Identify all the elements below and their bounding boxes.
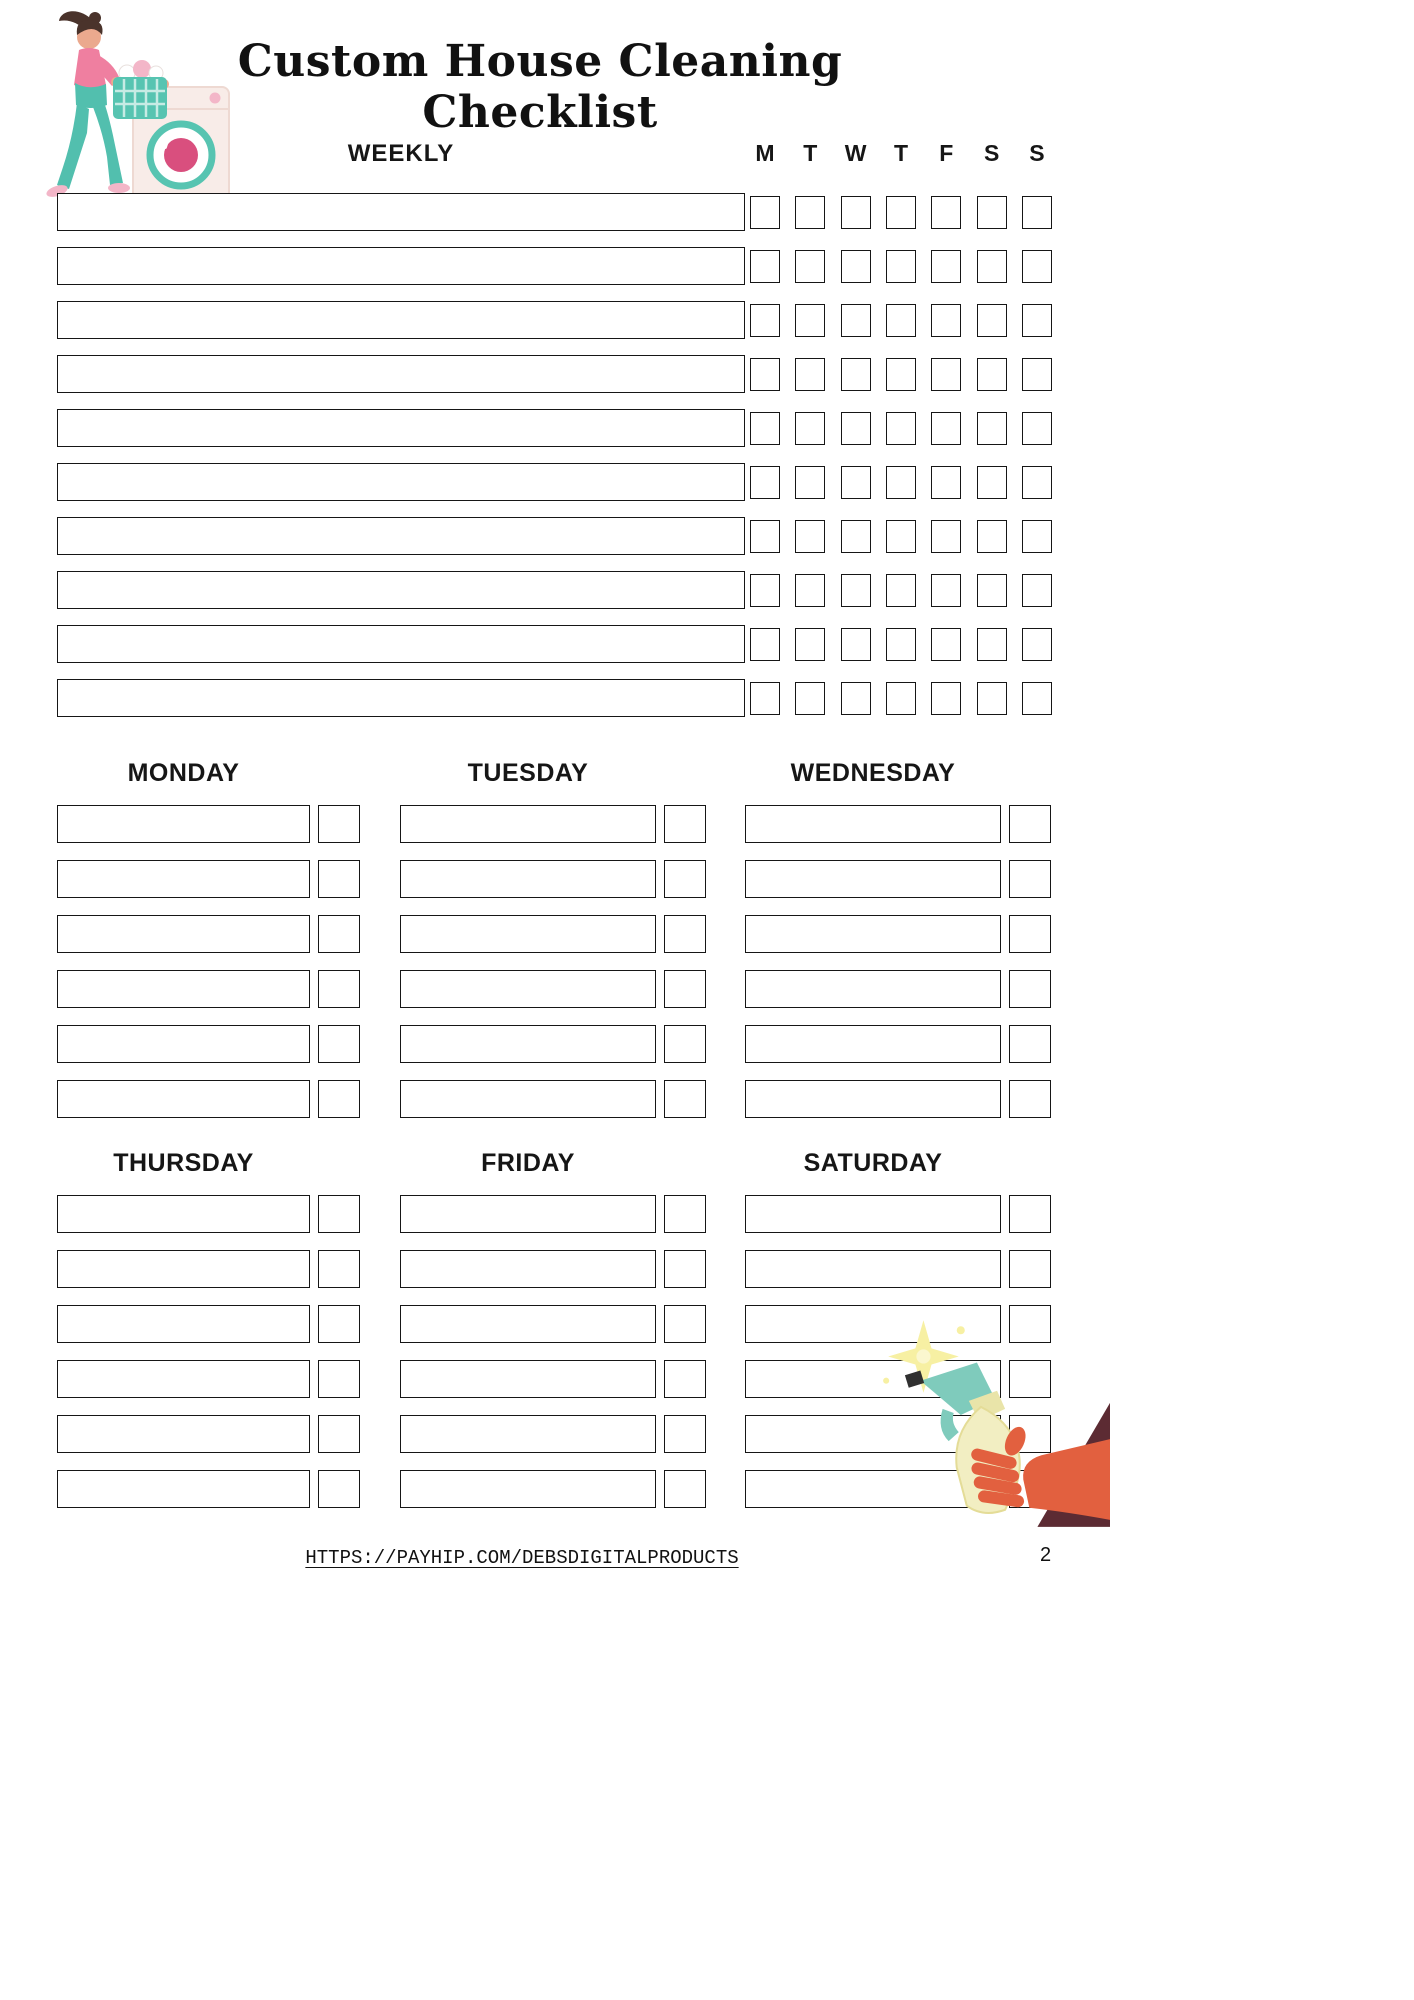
checkbox-wednesday[interactable] <box>841 412 871 445</box>
checkbox-wednesday[interactable] <box>841 196 871 229</box>
weekly-task-row <box>57 409 1052 447</box>
weekday-checkbox-group <box>750 574 1052 607</box>
task-input-line[interactable] <box>400 1195 656 1233</box>
task-input-line[interactable] <box>57 1250 310 1288</box>
page-title: Custom House Cleaning Checklist <box>237 36 843 138</box>
checkbox-thursday[interactable] <box>886 628 916 661</box>
task-input-line[interactable] <box>57 1415 310 1453</box>
checkbox-wednesday[interactable] <box>841 250 871 283</box>
checkbox-thursday[interactable] <box>886 682 916 715</box>
weekly-task-row <box>57 355 1052 393</box>
weekday-checkbox-group <box>750 304 1052 337</box>
day-task-row <box>57 1195 360 1233</box>
day-task-row <box>400 1080 706 1118</box>
weekday-letter: T <box>893 140 909 166</box>
task-input-line[interactable] <box>57 1360 310 1398</box>
day-task-list <box>57 805 360 1118</box>
day-section-friday <box>400 1145 706 1525</box>
day-task-row <box>57 860 360 898</box>
day-task-row <box>57 915 360 953</box>
task-input-line[interactable] <box>57 571 745 609</box>
checkbox-tuesday[interactable] <box>795 250 825 283</box>
day-task-row <box>57 805 360 843</box>
day-section-thursday <box>57 1145 360 1525</box>
day-task-row <box>745 915 1051 953</box>
checkbox-saturday[interactable] <box>977 304 1007 337</box>
checkbox-saturday[interactable] <box>977 520 1007 553</box>
task-checkbox[interactable] <box>1009 970 1051 1008</box>
checkbox-thursday[interactable] <box>886 196 916 229</box>
task-checkbox[interactable] <box>664 1470 706 1508</box>
checkbox-sunday[interactable] <box>1022 466 1052 499</box>
checkbox-friday[interactable] <box>931 520 961 553</box>
task-input-line[interactable] <box>400 1305 656 1343</box>
checkbox-sunday[interactable] <box>1022 304 1052 337</box>
task-checkbox[interactable] <box>318 970 360 1008</box>
weekly-task-list <box>57 193 1052 733</box>
checkbox-friday[interactable] <box>931 250 961 283</box>
task-input-line[interactable] <box>57 860 310 898</box>
task-checkbox[interactable] <box>664 1080 706 1118</box>
footer-link[interactable]: HTTPS://PAYHIP.COM/DEBSDIGITALPRODUCTS <box>305 1547 739 1569</box>
day-task-row <box>57 1470 360 1508</box>
day-task-row <box>400 1025 706 1063</box>
task-input-line[interactable] <box>745 1080 1001 1118</box>
task-checkbox[interactable] <box>664 860 706 898</box>
task-checkbox[interactable] <box>1009 1250 1051 1288</box>
checkbox-thursday[interactable] <box>886 358 916 391</box>
task-input-line[interactable] <box>57 1025 310 1063</box>
checkbox-friday[interactable] <box>931 196 961 229</box>
day-heading: MONDAY <box>127 759 240 787</box>
checkbox-saturday[interactable] <box>977 574 1007 607</box>
task-checkbox[interactable] <box>318 1250 360 1288</box>
task-checkbox[interactable] <box>664 1025 706 1063</box>
task-input-line[interactable] <box>57 193 745 231</box>
weekday-letter: W <box>844 140 867 166</box>
task-input-line[interactable] <box>400 970 656 1008</box>
task-checkbox[interactable] <box>318 915 360 953</box>
task-checkbox[interactable] <box>1009 1080 1051 1118</box>
day-task-row <box>57 1250 360 1288</box>
day-task-row <box>400 1360 706 1398</box>
checkbox-sunday[interactable] <box>1022 574 1052 607</box>
checkbox-friday[interactable] <box>931 466 961 499</box>
checkbox-monday[interactable] <box>750 196 780 229</box>
day-task-row <box>745 1195 1051 1233</box>
task-checkbox[interactable] <box>318 1305 360 1343</box>
task-checkbox[interactable] <box>664 1415 706 1453</box>
task-checkbox[interactable] <box>318 1025 360 1063</box>
task-input-line[interactable] <box>400 1250 656 1288</box>
day-task-row <box>400 805 706 843</box>
checkbox-sunday[interactable] <box>1022 520 1052 553</box>
task-checkbox[interactable] <box>664 1195 706 1233</box>
checkbox-wednesday[interactable] <box>841 520 871 553</box>
page-number: 2 <box>1040 1544 1052 1566</box>
task-checkbox[interactable] <box>664 970 706 1008</box>
task-checkbox[interactable] <box>318 1080 360 1118</box>
task-input-line[interactable] <box>745 805 1001 843</box>
task-input-line[interactable] <box>57 1305 310 1343</box>
weekly-task-row <box>57 625 1052 663</box>
checkbox-saturday[interactable] <box>977 196 1007 229</box>
task-input-line[interactable] <box>400 805 656 843</box>
task-checkbox[interactable] <box>1009 1025 1051 1063</box>
checkbox-sunday[interactable] <box>1022 196 1052 229</box>
weekly-task-row <box>57 301 1052 339</box>
task-input-line[interactable] <box>57 301 745 339</box>
task-checkbox[interactable] <box>318 1470 360 1508</box>
task-input-line[interactable] <box>745 1025 1001 1063</box>
checkbox-friday[interactable] <box>931 412 961 445</box>
task-input-line[interactable] <box>400 1415 656 1453</box>
checkbox-saturday[interactable] <box>977 358 1007 391</box>
task-checkbox[interactable] <box>664 1305 706 1343</box>
day-heading: FRIDAY <box>481 1149 575 1177</box>
checkbox-monday[interactable] <box>750 682 780 715</box>
weekly-task-row <box>57 463 1052 501</box>
day-task-row <box>57 1305 360 1343</box>
task-input-line[interactable] <box>57 409 745 447</box>
weekday-checkbox-group <box>750 358 1052 391</box>
task-checkbox[interactable] <box>664 1360 706 1398</box>
day-task-list <box>745 805 1051 1118</box>
checkbox-tuesday[interactable] <box>795 358 825 391</box>
day-heading: WEDNESDAY <box>790 759 956 787</box>
day-task-row <box>745 805 1051 843</box>
weekday-checkbox-group <box>750 466 1052 499</box>
task-checkbox[interactable] <box>318 1195 360 1233</box>
task-input-line[interactable] <box>745 1250 1001 1288</box>
day-task-row <box>745 1025 1051 1063</box>
checkbox-monday[interactable] <box>750 358 780 391</box>
checkbox-wednesday[interactable] <box>841 628 871 661</box>
task-checkbox[interactable] <box>1009 805 1051 843</box>
task-input-line[interactable] <box>57 625 745 663</box>
checkbox-wednesday[interactable] <box>841 574 871 607</box>
task-checkbox[interactable] <box>318 860 360 898</box>
checkbox-saturday[interactable] <box>977 628 1007 661</box>
day-task-row <box>400 915 706 953</box>
day-heading: SATURDAY <box>803 1149 943 1177</box>
checkbox-friday[interactable] <box>931 628 961 661</box>
task-input-line[interactable] <box>745 1195 1001 1233</box>
day-task-row <box>57 1415 360 1453</box>
checkbox-tuesday[interactable] <box>795 682 825 715</box>
checkbox-saturday[interactable] <box>977 466 1007 499</box>
checkbox-tuesday[interactable] <box>795 520 825 553</box>
weekday-letter: S <box>1029 140 1045 166</box>
checkbox-thursday[interactable] <box>886 250 916 283</box>
task-input-line[interactable] <box>57 915 310 953</box>
day-task-row <box>57 1025 360 1063</box>
weekly-header <box>57 140 1052 168</box>
checkbox-tuesday[interactable] <box>795 304 825 337</box>
checkbox-monday[interactable] <box>750 304 780 337</box>
task-input-line[interactable] <box>57 805 310 843</box>
checkbox-tuesday[interactable] <box>795 628 825 661</box>
task-checkbox[interactable] <box>318 805 360 843</box>
day-task-row <box>400 1470 706 1508</box>
day-heading: TUESDAY <box>467 759 589 787</box>
task-input-line[interactable] <box>400 915 656 953</box>
weekday-checkbox-group <box>750 250 1052 283</box>
task-checkbox[interactable] <box>318 1360 360 1398</box>
checkbox-wednesday[interactable] <box>841 358 871 391</box>
weekday-checkbox-group <box>750 520 1052 553</box>
weekday-letter: T <box>803 140 818 166</box>
checkbox-monday[interactable] <box>750 574 780 607</box>
weekly-task-row <box>57 247 1052 285</box>
task-input-line[interactable] <box>57 355 745 393</box>
checkbox-tuesday[interactable] <box>795 574 825 607</box>
weekday-letter: S <box>983 140 1000 166</box>
checkbox-sunday[interactable] <box>1022 628 1052 661</box>
day-task-row <box>745 1250 1051 1288</box>
task-input-line[interactable] <box>57 679 745 717</box>
task-checkbox[interactable] <box>1009 1195 1051 1233</box>
task-checkbox[interactable] <box>1009 915 1051 953</box>
task-input-line[interactable] <box>57 517 745 555</box>
checkbox-saturday[interactable] <box>977 682 1007 715</box>
task-input-line[interactable] <box>57 1195 310 1233</box>
weekly-task-row <box>57 571 1052 609</box>
checkbox-sunday[interactable] <box>1022 250 1052 283</box>
task-checkbox[interactable] <box>664 1250 706 1288</box>
task-input-line[interactable] <box>57 1470 310 1508</box>
task-input-line[interactable] <box>57 970 310 1008</box>
task-checkbox[interactable] <box>318 1415 360 1453</box>
task-input-line[interactable] <box>400 1025 656 1063</box>
day-task-row <box>57 1080 360 1118</box>
checkbox-thursday[interactable] <box>886 574 916 607</box>
task-checkbox[interactable] <box>1009 860 1051 898</box>
day-task-row <box>400 1250 706 1288</box>
day-task-row <box>745 1080 1051 1118</box>
checkbox-friday[interactable] <box>931 574 961 607</box>
weekly-task-row <box>57 517 1052 555</box>
checkbox-wednesday[interactable] <box>841 682 871 715</box>
day-task-row <box>745 970 1051 1008</box>
task-input-line[interactable] <box>400 1360 656 1398</box>
day-section-tuesday <box>400 755 706 1135</box>
weekday-checkbox-group <box>750 682 1052 715</box>
weekday-letter: F <box>939 140 954 166</box>
task-input-line[interactable] <box>57 463 745 501</box>
checkbox-tuesday[interactable] <box>795 466 825 499</box>
weekday-checkbox-group <box>750 196 1052 229</box>
weekly-task-row <box>57 679 1052 717</box>
checkbox-monday[interactable] <box>750 412 780 445</box>
checkbox-friday[interactable] <box>931 358 961 391</box>
task-input-line[interactable] <box>400 1470 656 1508</box>
weekday-checkbox-group <box>750 628 1052 661</box>
day-task-row <box>400 1195 706 1233</box>
day-task-list <box>400 805 706 1118</box>
weekly-task-row <box>57 193 1052 231</box>
day-task-row <box>57 970 360 1008</box>
weekday-checkbox-group <box>750 412 1052 445</box>
day-section-monday <box>57 755 360 1135</box>
day-task-row <box>400 860 706 898</box>
day-section-wednesday <box>745 755 1051 1135</box>
day-heading: THURSDAY <box>113 1149 254 1177</box>
weekday-letters <box>750 140 1052 168</box>
checkbox-friday[interactable] <box>931 304 961 337</box>
checkbox-wednesday[interactable] <box>841 304 871 337</box>
checkbox-wednesday[interactable] <box>841 466 871 499</box>
checkbox-thursday[interactable] <box>886 412 916 445</box>
checkbox-friday[interactable] <box>931 682 961 715</box>
task-input-line[interactable] <box>745 915 1001 953</box>
day-task-row <box>400 1305 706 1343</box>
task-checkbox[interactable] <box>664 805 706 843</box>
checkbox-monday[interactable] <box>750 250 780 283</box>
checkbox-tuesday[interactable] <box>795 412 825 445</box>
day-task-list <box>400 1195 706 1508</box>
cleaning-spray-illustration <box>868 1310 1110 1527</box>
checkbox-tuesday[interactable] <box>795 196 825 229</box>
task-input-line[interactable] <box>400 860 656 898</box>
weekly-heading: WEEKLY <box>347 140 455 167</box>
checkbox-thursday[interactable] <box>886 304 916 337</box>
checkbox-monday[interactable] <box>750 466 780 499</box>
checkbox-thursday[interactable] <box>886 466 916 499</box>
task-checkbox[interactable] <box>664 915 706 953</box>
checkbox-sunday[interactable] <box>1022 412 1052 445</box>
checkbox-thursday[interactable] <box>886 520 916 553</box>
weekday-letter: M <box>755 140 775 166</box>
checkbox-sunday[interactable] <box>1022 358 1052 391</box>
day-task-row <box>400 1415 706 1453</box>
task-input-line[interactable] <box>57 247 745 285</box>
day-task-list <box>57 1195 360 1508</box>
task-input-line[interactable] <box>745 970 1001 1008</box>
task-input-line[interactable] <box>400 1080 656 1118</box>
day-task-row <box>745 860 1051 898</box>
checkbox-monday[interactable] <box>750 520 780 553</box>
checkbox-saturday[interactable] <box>977 412 1007 445</box>
task-input-line[interactable] <box>57 1080 310 1118</box>
day-task-row <box>57 1360 360 1398</box>
day-task-row <box>400 970 706 1008</box>
checkbox-sunday[interactable] <box>1022 682 1052 715</box>
checkbox-monday[interactable] <box>750 628 780 661</box>
checkbox-saturday[interactable] <box>977 250 1007 283</box>
task-input-line[interactable] <box>745 860 1001 898</box>
